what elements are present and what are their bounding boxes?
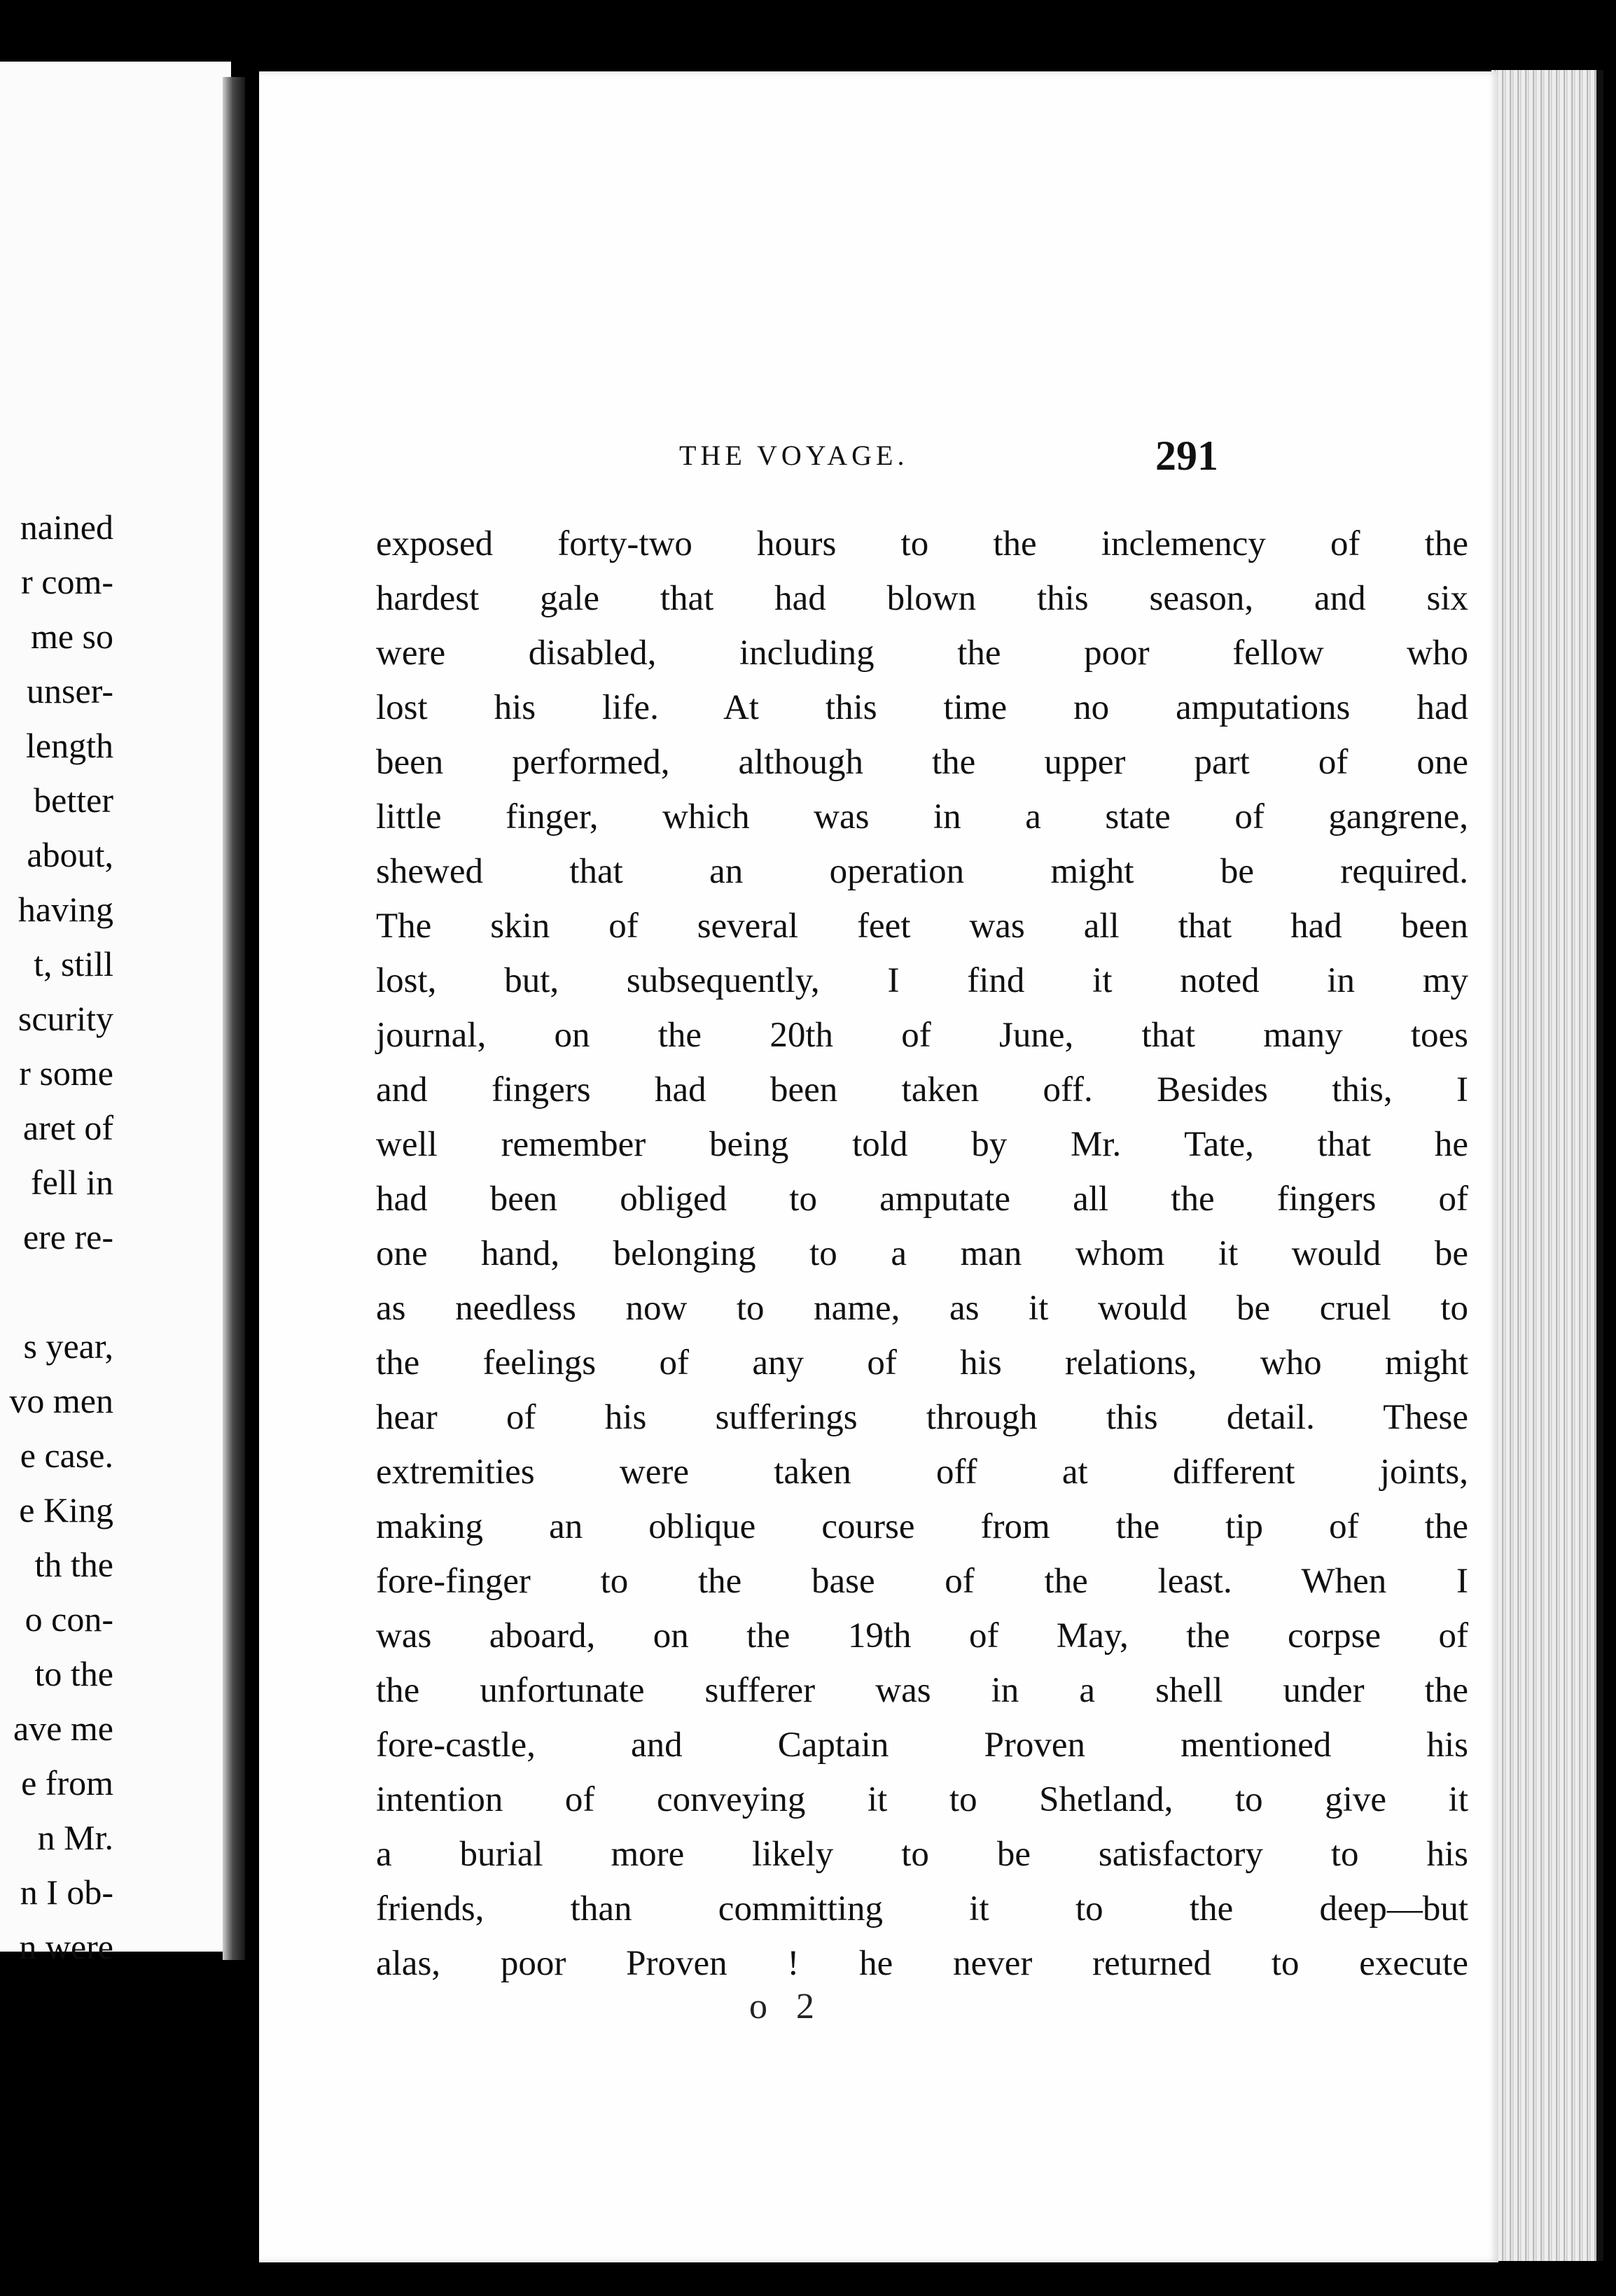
- text-line: shewed that an operation might be required.: [376, 852, 1468, 891]
- left-page-line: r com-: [21, 562, 113, 601]
- left-page-line: length: [26, 726, 113, 765]
- text-line: The skin of several feet was all that had been: [376, 906, 1468, 946]
- text-line: friends, than committing it to the deep—but: [376, 1889, 1468, 1928]
- text-line: lost his life. At this time no amputations had: [376, 688, 1468, 727]
- main-page: [259, 71, 1498, 2262]
- text-line: lost, but, subsequently, I find it noted in my: [376, 961, 1468, 1000]
- text-line: been performed, although the upper part of one: [376, 743, 1468, 782]
- text-line: exposed forty-two hours to the inclemency of the: [376, 524, 1468, 564]
- book-gutter-shadow: [223, 77, 245, 1960]
- left-page-line: better: [34, 780, 113, 820]
- text-line: a burial more likely to be satisfactory to his: [376, 1835, 1468, 1874]
- left-page-line: ave me: [13, 1709, 113, 1748]
- left-page-line: r some: [19, 1054, 113, 1093]
- left-page-line: me so: [30, 617, 113, 656]
- text-line: journal, on the 20th of June, that many toes: [376, 1016, 1468, 1055]
- left-page-line: about,: [27, 835, 113, 874]
- text-line: extremities were taken off at different joints,: [376, 1452, 1468, 1492]
- left-page-line: to the: [34, 1654, 113, 1693]
- left-facing-page: [0, 62, 231, 1966]
- page-number: 291: [1155, 433, 1218, 479]
- left-page-line: t, still: [34, 944, 113, 983]
- text-line: fore-finger to the base of the least. When I: [376, 1562, 1468, 1601]
- left-page-line: e King: [19, 1490, 113, 1530]
- text-line: well remember being told by Mr. Tate, that he: [376, 1125, 1468, 1164]
- text-line: hardest gale that had blown this season, and six: [376, 579, 1468, 618]
- left-page-line: aret of: [22, 1108, 113, 1147]
- text-line: one hand, belonging to a man whom it would be: [376, 1234, 1468, 1273]
- left-page-line: s year,: [23, 1326, 113, 1366]
- left-page-line: n I ob-: [20, 1872, 113, 1912]
- left-page-line: e from: [21, 1763, 113, 1802]
- left-page-line: scurity: [18, 999, 113, 1038]
- text-line: the unfortunate sufferer was in a shell under the: [376, 1671, 1468, 1710]
- page-header: [259, 432, 1498, 481]
- text-line: little finger, which was in a state of gangrene,: [376, 797, 1468, 836]
- left-page-line: o con-: [25, 1600, 113, 1639]
- text-line: making an oblique course from the tip of the: [376, 1507, 1468, 1546]
- left-page-line: n were: [19, 1927, 113, 1966]
- signature-mark: o 2: [749, 1987, 824, 2026]
- page-edges: [1491, 70, 1603, 2261]
- text-line: and fingers had been taken off. Besides this, I: [376, 1070, 1468, 1110]
- text-line: fore-castle, and Captain Proven mentioned his: [376, 1726, 1468, 1765]
- text-line: were disabled, including the poor fellow who: [376, 634, 1468, 673]
- left-page-line: unser-: [27, 671, 113, 710]
- text-line: alas, poor Proven ! he never returned to execute: [376, 1944, 1468, 1983]
- left-page-line: fell in: [30, 1163, 113, 1202]
- running-head: THE VOYAGE.: [679, 440, 909, 471]
- left-page-line: e case.: [20, 1436, 113, 1475]
- left-page-line: n Mr.: [37, 1818, 113, 1857]
- left-page-line: nained: [20, 507, 113, 547]
- left-page-line: vo men: [9, 1381, 113, 1420]
- text-line: was aboard, on the 19th of May, the corpse of: [376, 1616, 1468, 1656]
- left-page-line: having: [18, 890, 113, 929]
- text-line: the feelings of any of his relations, who might: [376, 1343, 1468, 1382]
- left-page-line: ere re-: [22, 1217, 113, 1256]
- text-line: intention of conveying it to Shetland, to give it: [376, 1780, 1468, 1819]
- text-line: as needless now to name, as it would be cruel to: [376, 1289, 1468, 1328]
- text-line: hear of his sufferings through this detail. These: [376, 1398, 1468, 1437]
- text-line: had been obliged to amputate all the fingers of: [376, 1180, 1468, 1219]
- left-page-line: th the: [34, 1545, 113, 1584]
